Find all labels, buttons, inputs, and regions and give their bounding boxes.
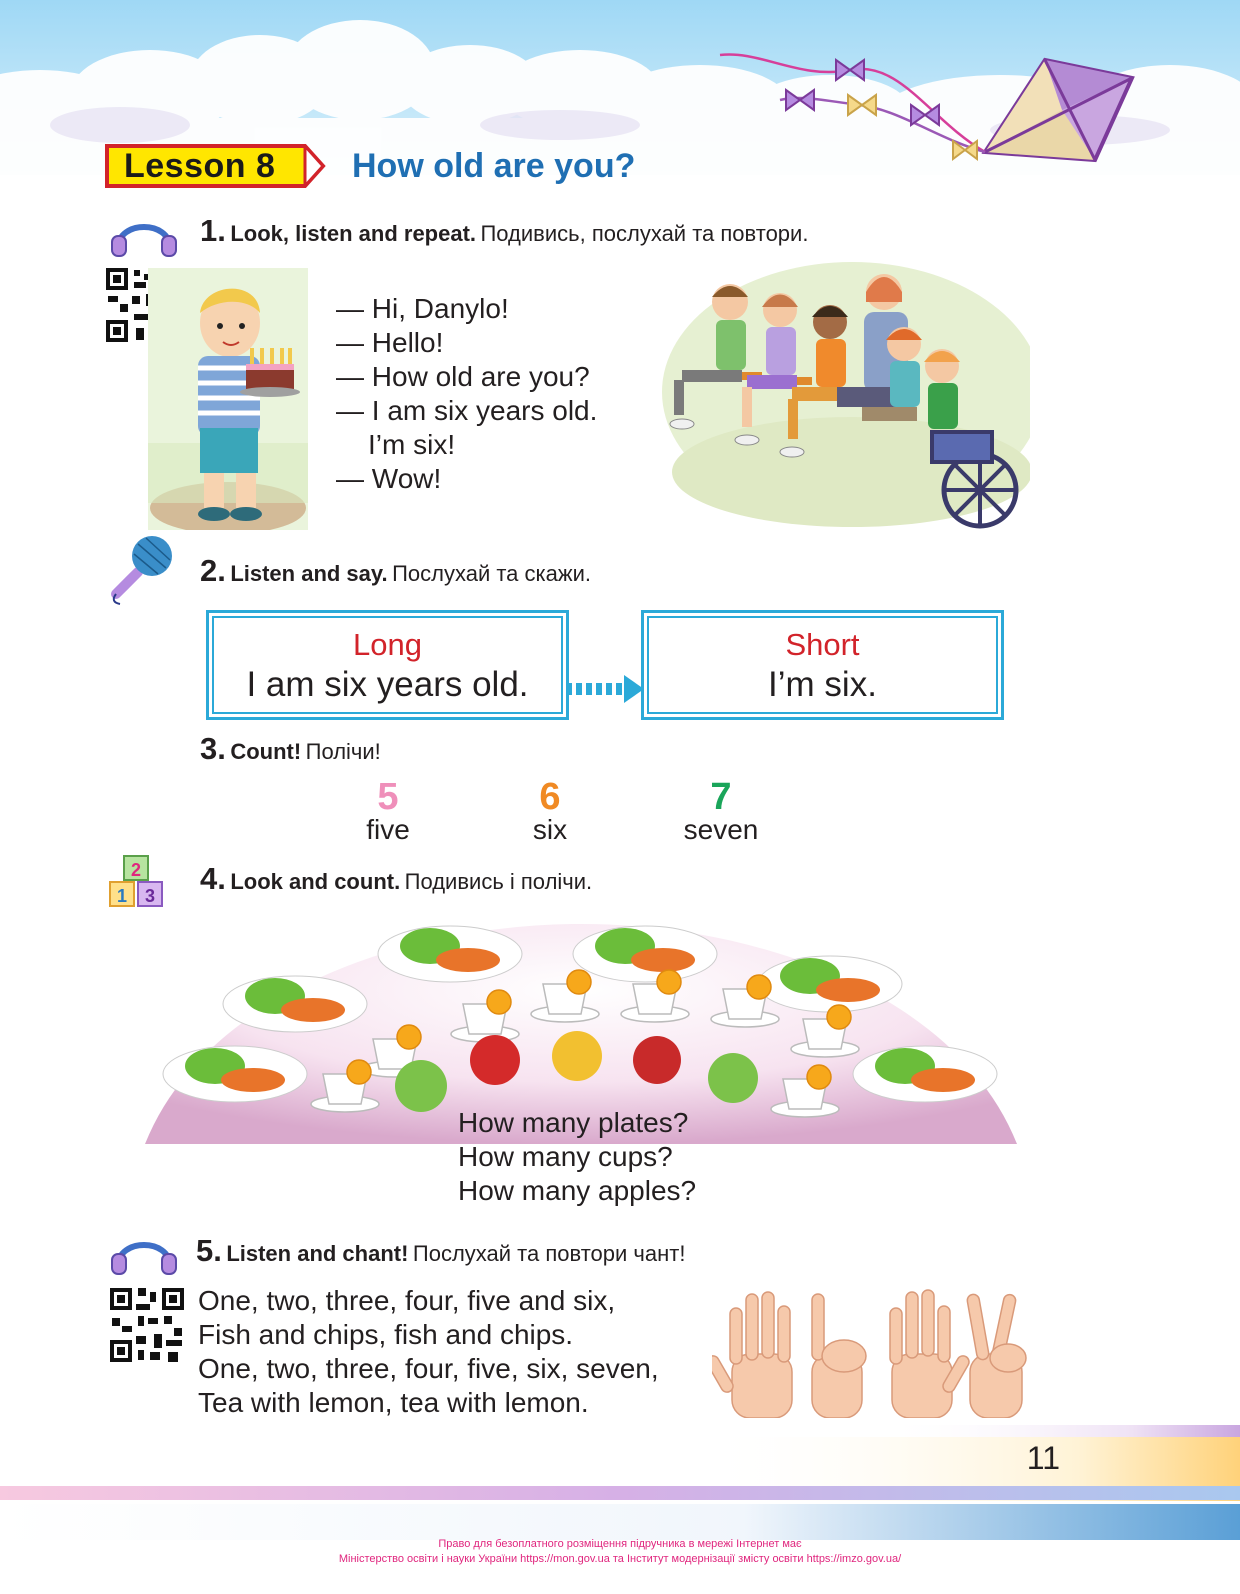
chant-line: One, two, three, four, five and six, [198,1285,616,1316]
short-form-card [641,610,1004,720]
question-line: How many plates? [458,1107,689,1138]
counting-hands-illustration [712,1284,1030,1418]
long-form-card [206,610,569,720]
count-questions [458,1106,696,1208]
dialog-line: — I am six years old. [336,395,598,426]
number-seven-word: seven [683,814,759,845]
number-seven-digit: 7 [710,776,732,818]
lesson-title: How old are you? [352,147,636,185]
block-digit: 2 [130,860,142,880]
dialog-line: — Hello! [336,327,444,358]
headphones-icon [108,1230,180,1276]
number-five-digit: 5 [377,776,399,818]
task-5-heading [196,1234,685,1274]
qr-code-icon[interactable] [108,1286,186,1364]
task-1-instruction-uk: Подивись, послухай та повтори. [480,221,809,246]
footer-notice-line: Право для безоплатного розміщення підручника в мережі Інтернет має [438,1538,802,1550]
footer-notice-line: Міністерство освіти і науки України https://mon.gov.ua та Інститут модернізації змісту освіти https://imzo.gov.ua/ [338,1553,902,1565]
dialog-line: — Hi, Danylo! [336,293,509,324]
lesson-number: Lesson 8 [124,147,276,185]
task-1-heading [200,214,808,254]
long-label: Long [353,627,422,662]
arrow-right-icon [566,675,644,703]
chant-line: Fish and chips, fish and chips. [198,1319,574,1350]
chant-line: One, two, three, four, five, six, seven, [198,1353,659,1384]
task-4-heading [200,862,592,902]
dialog-line: — Wow! [336,463,442,494]
question-line: How many cups? [458,1141,673,1172]
question-line: How many apples? [458,1175,697,1206]
task-4-number: 4. [200,861,226,896]
task-2-instruction-en: Listen and say. [230,561,388,586]
task-3-instruction-uk: Полічи! [305,739,381,764]
task-1-number: 1. [200,213,226,248]
number-blocks-icon [108,854,174,910]
task-3-heading [200,732,381,772]
task-4-instruction-uk: Подивись і полічи. [404,869,593,894]
microphone-icon [108,532,182,608]
long-sentence: I am six years old. [246,665,529,704]
task-1-instruction-en: Look, listen and repeat. [230,221,477,246]
boy-with-cake-illustration [148,268,308,530]
children-sitting-illustration [652,262,1030,540]
number-five-word: five [366,814,410,845]
block-digit: 1 [116,886,128,906]
task-3-number: 3. [200,731,226,766]
task-5-instruction-uk: Послухай та повтори чант! [412,1241,686,1266]
task-2-number: 2. [200,553,226,588]
task-5-instruction-en: Listen and chant! [226,1241,409,1266]
task-3-instruction-en: Count! [230,739,302,764]
number-six-word: six [532,814,568,845]
headphones-icon [108,212,180,258]
block-digit: 3 [144,886,156,906]
task-5-number: 5. [196,1233,222,1268]
dialog [336,292,597,496]
task-2-instruction-uk: Послухай та скажи. [392,561,591,586]
footer-notice [0,1537,1240,1567]
task-2-heading [200,554,591,594]
footer-bands [0,1420,1240,1540]
chant-text [198,1284,659,1420]
short-label: Short [785,627,860,662]
chant-line: Tea with lemon, tea with lemon. [198,1387,589,1418]
dialog-line: — How old are you? [336,361,590,392]
dialog-line: I’m six! [368,429,456,460]
number-six-digit: 6 [539,776,561,818]
short-sentence: I’m six. [768,665,877,704]
task-4-instruction-en: Look and count. [230,869,401,894]
page-number: 11 [1026,1440,1060,1476]
